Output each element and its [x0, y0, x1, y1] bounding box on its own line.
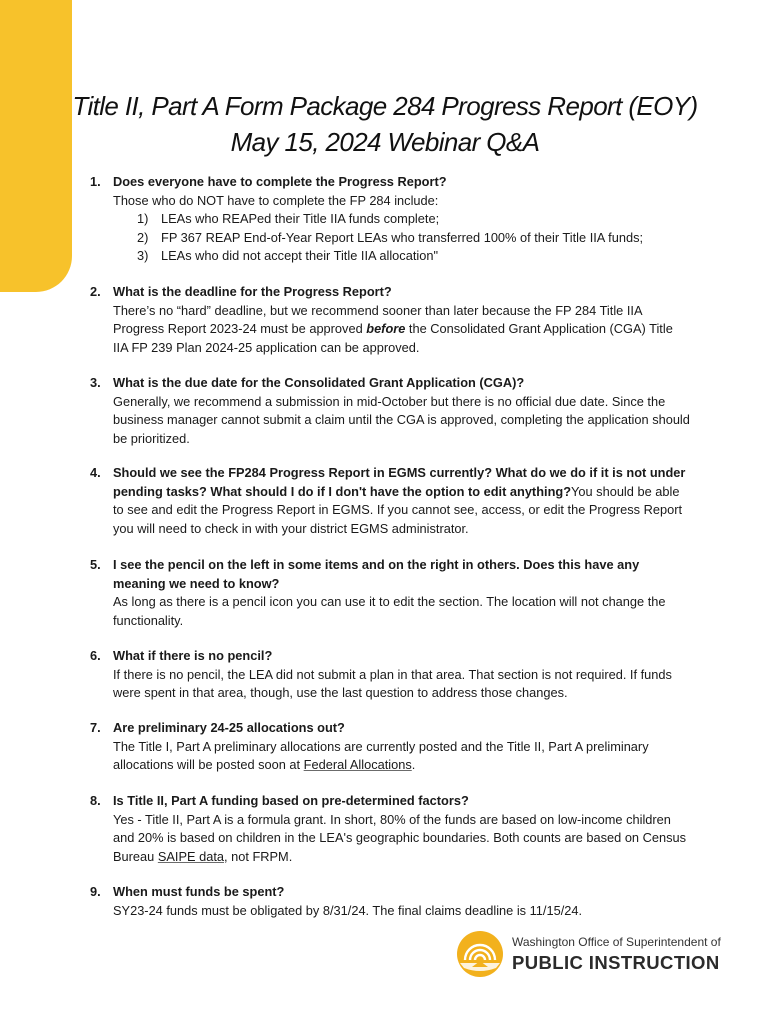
answer-text: Yes - Title II, Part A is a formula grant. In short, 80% of the funds are based on low-income children and 20% is based on children in the LEA's geographic boundaries. Both counts are based on Census Bureau SAIPE data, not FRPM. — [113, 811, 686, 864]
qa-item-5 — [90, 556, 690, 630]
answer-text: As long as there is a pencil icon you can use it to edit the section. The location will not change the functionality. — [113, 594, 666, 628]
question-text: When must funds be spent? — [113, 884, 285, 899]
answer-list — [90, 210, 690, 266]
qa-item-4 — [90, 464, 690, 538]
saipe-data-link[interactable]: SAIPE data — [157, 848, 224, 864]
qa-item-1 — [90, 173, 690, 266]
question-number: 1. — [90, 174, 101, 189]
emphasis-text: before — [366, 321, 406, 337]
qa-item-7 — [90, 719, 690, 775]
question-text: Does everyone have to complete the Progress Report? — [113, 174, 447, 189]
title-line-1: Title II, Part A Form Package 284 Progress Report (EOY) — [72, 91, 698, 121]
question-text: Is Title II, Part A funding based on pre-determined factors? — [113, 793, 469, 808]
question-number: 4. — [90, 465, 101, 480]
ospi-logo — [456, 930, 726, 980]
answer-text: You should be able to see and edit the Progress Report in EGMS. If you cannot see, access, or edit the Progress Report you will need to check in with your district EGMS administrator. — [113, 483, 683, 536]
answer-text: SY23-24 funds must be obligated by 8/31/24. The final claims deadline is 11/15/24. — [113, 902, 583, 918]
question-text: What is the deadline for the Progress Report? — [113, 284, 392, 299]
question-text: Are preliminary 24-25 allocations out? — [113, 720, 345, 735]
question-number: 2. — [90, 284, 101, 299]
list-item: 3) LEAs who did not accept their Title IIA allocation" — [137, 248, 438, 264]
question-text: What is the due date for the Consolidated Grant Application (CGA)? — [113, 375, 525, 390]
answer-text: If there is no pencil, the LEA did not submit a plan in that area. That section is not required. If funds were spent in that area, though, use the last question to address those changes. — [113, 666, 672, 701]
qa-item-9 — [90, 883, 690, 920]
answer-text: The Title I, Part A preliminary allocations are currently posted and the Title II, Part A preliminary allocations will be posted soon at Federal Allocations. — [113, 738, 649, 773]
qa-item-6 — [90, 647, 690, 703]
logo-agency-name: PUBLIC INSTRUCTION — [512, 952, 720, 973]
logo-agency-line: Washington Office of Superintendent of — [512, 935, 721, 949]
qa-item-3 — [90, 374, 690, 448]
list-item: 2) FP 367 REAP End-of-Year Report LEAs who transferred 100% of their Title IIA funds; — [137, 229, 644, 245]
question-number: 3. — [90, 375, 101, 390]
question-text: I see the pencil on the left in some items and on the right in others. Does this have any meaning we need to know? — [113, 557, 640, 591]
page-title — [0, 88, 770, 160]
answer-text: Generally, we recommend a submission in mid-October but there is no official due date. Since the business manager cannot submit a claim until the CGA is approved, completing the application should be prioritized. — [113, 393, 690, 446]
question-number: 7. — [90, 720, 101, 735]
question-number: 6. — [90, 648, 101, 663]
federal-allocations-link[interactable]: Federal Allocations — [303, 757, 412, 773]
answer-text: Those who do NOT have to complete the FP 284 include: — [113, 192, 439, 208]
ospi-sunrise-logo-icon — [456, 930, 504, 978]
qa-item-2 — [90, 283, 690, 357]
answer-text: There’s no “hard” deadline, but we recommend sooner than later because the FP 284 Title IIA Progress Report 2023-24 must be approved before the Consolidated Grant Application (CGA) Title IIA FP 239 Plan 2024-25 application can be approved. — [113, 302, 673, 355]
title-line-2: May 15, 2024 Webinar Q&A — [230, 127, 540, 157]
question-text: Should we see the FP284 Progress Report in EGMS currently? What do we do if it is not under pending tasks? What should I do if I don't have the option to edit anything?You should be able to see and edit the Progress Report in EGMS. If you cannot see, access, or edit the Progress Report you will need to check in with your district EGMS administrator. — [113, 465, 686, 536]
question-text: What if there is no pencil? — [113, 648, 273, 663]
question-number: 8. — [90, 793, 101, 808]
question-number: 9. — [90, 884, 101, 899]
qa-item-8 — [90, 792, 690, 866]
list-item: 1) LEAs who REAPed their Title IIA funds complete; — [137, 211, 440, 227]
question-number: 5. — [90, 557, 101, 572]
